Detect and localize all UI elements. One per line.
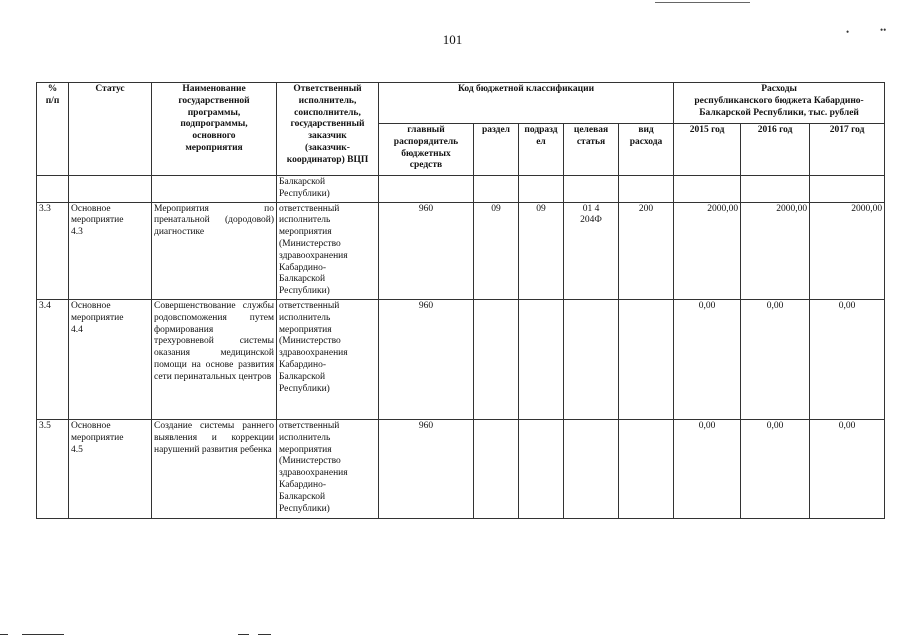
cell-section: 09 (474, 202, 519, 299)
cell-target-item (564, 299, 619, 419)
cell-expense-type (619, 299, 674, 419)
header-year-2015: 2015 год (674, 124, 741, 176)
cell-status: Основное мероприятие 4.4 (69, 299, 152, 419)
cell-year-2015: 0,00 (674, 419, 741, 518)
header-num: % п/п (37, 83, 69, 176)
cell-year-2016: 0,00 (741, 419, 810, 518)
scan-bottom-mark (238, 634, 249, 635)
cell-year-2016: 0,00 (741, 299, 810, 419)
header-expenses: Расходы республиканского бюджета Кабардино- Балкарской Республики, тыс. рублей (674, 83, 885, 124)
cell-name: Совершенствование службы родовспоможения путем формирования трехуровневой системы оказания медицинской помощи на основе развития сети перинатальных центров (152, 299, 277, 419)
header-executor: Ответственный исполнитель, соисполнитель, государственный заказчик (заказчик- координатор) ВЦП (277, 83, 379, 176)
header-year-2017: 2017 год (810, 124, 885, 176)
header-budget-code: Код бюджетной классификации (379, 83, 674, 124)
cell-num: 3.4 (37, 299, 69, 419)
header-section: раздел (474, 124, 519, 176)
header-year-2016: 2016 год (741, 124, 810, 176)
cell-num: 3.5 (37, 419, 69, 518)
cell-executor: ответственный исполнитель мероприятия (Министерство здравоохранения Кабардино- Балкарской Республики) (277, 202, 379, 299)
page-number: 101 (442, 32, 463, 47)
cell-target-item: 01 4 204Ф (564, 202, 619, 299)
cell-subsection: 09 (519, 202, 564, 299)
cell-grbs: 960 (379, 419, 474, 518)
cell-name: Мероприятия по пренатальной (дородовой) диагностике (152, 202, 277, 299)
cell-year-2015: 0,00 (674, 299, 741, 419)
table-row (37, 419, 885, 518)
cell-year-2017: 0,00 (810, 299, 885, 419)
scan-top-rule (655, 2, 750, 3)
cell-expense-type (619, 419, 674, 518)
cell-name: Создание системы раннего выявления и коррекции нарушений развития ребенка (152, 419, 277, 518)
cell-status: Основное мероприятие 4.3 (69, 202, 152, 299)
header-status: Статус (69, 83, 152, 176)
cell-subsection (519, 299, 564, 419)
cell-year-2017: 2000,00 (810, 202, 885, 299)
cell-grbs: 960 (379, 202, 474, 299)
scan-speck: • (846, 27, 850, 37)
header-target-item: целевая статья (564, 124, 619, 176)
header-subsection: подразд ел (519, 124, 564, 176)
cell-year-2017: 0,00 (810, 419, 885, 518)
cell-year-2016: 2000,00 (741, 202, 810, 299)
header-name: Наименование государственной программы, подпрограммы, основного мероприятия (152, 83, 277, 176)
table-row-continuation (37, 176, 885, 203)
cell-executor: Балкарской Республики) (277, 176, 379, 203)
scan-bottom-mark (0, 634, 8, 635)
scan-bottom-mark (258, 634, 271, 635)
budget-table (36, 82, 885, 519)
scan-bottom-mark (22, 634, 64, 635)
cell-executor: ответственный исполнитель мероприятия (Министерство здравоохранения Кабардино- Балкарской Республики) (277, 419, 379, 518)
cell-status: Основное мероприятие 4.5 (69, 419, 152, 518)
cell-expense-type: 200 (619, 202, 674, 299)
cell-subsection (519, 419, 564, 518)
cell-year-2015: 2000,00 (674, 202, 741, 299)
cell-section (474, 419, 519, 518)
cell-grbs: 960 (379, 299, 474, 419)
table-header-row (37, 83, 885, 124)
table-row (37, 202, 885, 299)
cell-executor: ответственный исполнитель мероприятия (Министерство здравоохранения Кабардино- Балкарской Республики) (277, 299, 379, 419)
cell-target-item (564, 419, 619, 518)
header-expense-type: вид расхода (619, 124, 674, 176)
cell-section (474, 299, 519, 419)
cell-num: 3.3 (37, 202, 69, 299)
scan-speck: •• (880, 25, 887, 35)
header-grbs: главный распорядитель бюджетных средств (379, 124, 474, 176)
table-row (37, 299, 885, 419)
